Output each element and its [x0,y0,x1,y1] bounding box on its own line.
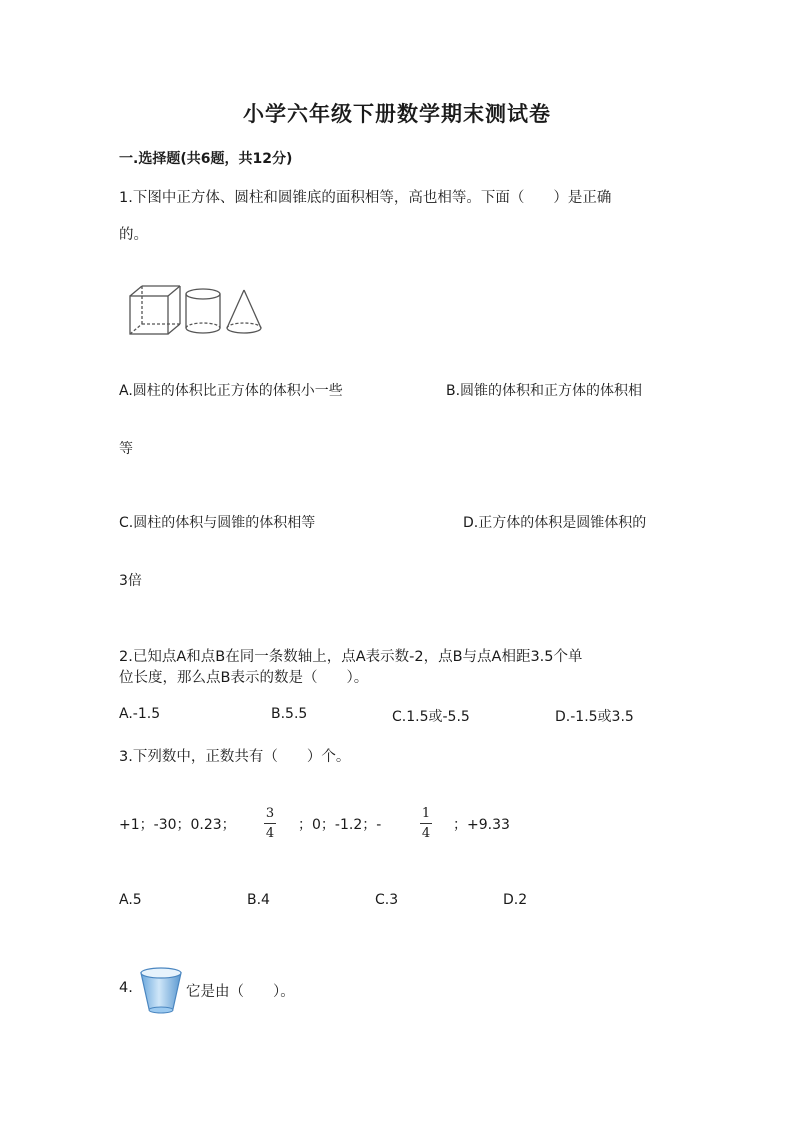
cube-cylinder-cone-icon [128,284,270,338]
q4-stem: 它是由（ ）。 [186,984,295,1000]
q3-expr-part1: +1；-30；0.23； [119,817,236,833]
q1-option-b-continued: 等 [119,441,133,457]
q3-stem: 3.下列数中，正数共有（ ）个。 [119,749,351,765]
q3-fraction-three-quarters [262,806,278,841]
q2-option-c[interactable]: C.1.5或-5.5 [392,709,470,725]
q1-option-b[interactable]: B.圆锥的体积和正方体的体积相 [446,383,643,399]
q2-stem-line1: 2.已知点A和点B在同一条数轴上，点A表示数-2，点B与点A相距3.5个单 [119,649,583,665]
q3-frac2-bar [420,823,432,824]
q1-stem-line1: 1.下图中正方体、圆柱和圆锥底的面积相等，高也相等。下面（ ）是正确 [119,190,612,206]
q2-option-b[interactable]: B.5.5 [271,706,308,722]
q1-option-d-continued: 3倍 [119,573,142,589]
q1-option-d[interactable]: D.正方体的体积是圆锥体积的 [463,515,647,531]
q1-option-a[interactable]: A.圆柱的体积比正方体的体积小一些 [119,383,343,399]
q3-frac1-bar [264,823,276,824]
q4-number: 4. [119,980,133,996]
q3-option-a[interactable]: A.5 [119,892,142,908]
q3-fraction-one-quarter [418,806,434,841]
q3-option-b[interactable]: B.4 [247,892,270,908]
q3-option-d[interactable]: D.2 [503,892,528,908]
q3-option-c[interactable]: C.3 [375,892,399,908]
cup-icon [137,965,185,1017]
q3-frac1-denominator: 4 [265,826,275,841]
q2-stem-line2: 位长度，那么点B表示的数是（ ）。 [119,670,369,686]
section-heading: 一.选择题(共6题，共12分) [119,151,293,167]
page-title: 小学六年级下册数学期末测试卷 [243,101,551,126]
q3-expr-part2: ；0；-1.2；- [298,817,382,833]
q2-option-d[interactable]: D.-1.5或3.5 [555,709,634,725]
q3-frac1-numerator: 3 [265,806,275,821]
q3-frac2-denominator: 4 [421,826,431,841]
q3-frac2-numerator: 1 [421,806,431,821]
q2-option-a[interactable]: A.-1.5 [119,706,161,722]
q1-stem-line2: 的。 [119,227,148,243]
q3-expr-part3: ；+9.33 [453,817,510,833]
q1-option-c[interactable]: C.圆柱的体积与圆锥的体积相等 [119,515,316,531]
